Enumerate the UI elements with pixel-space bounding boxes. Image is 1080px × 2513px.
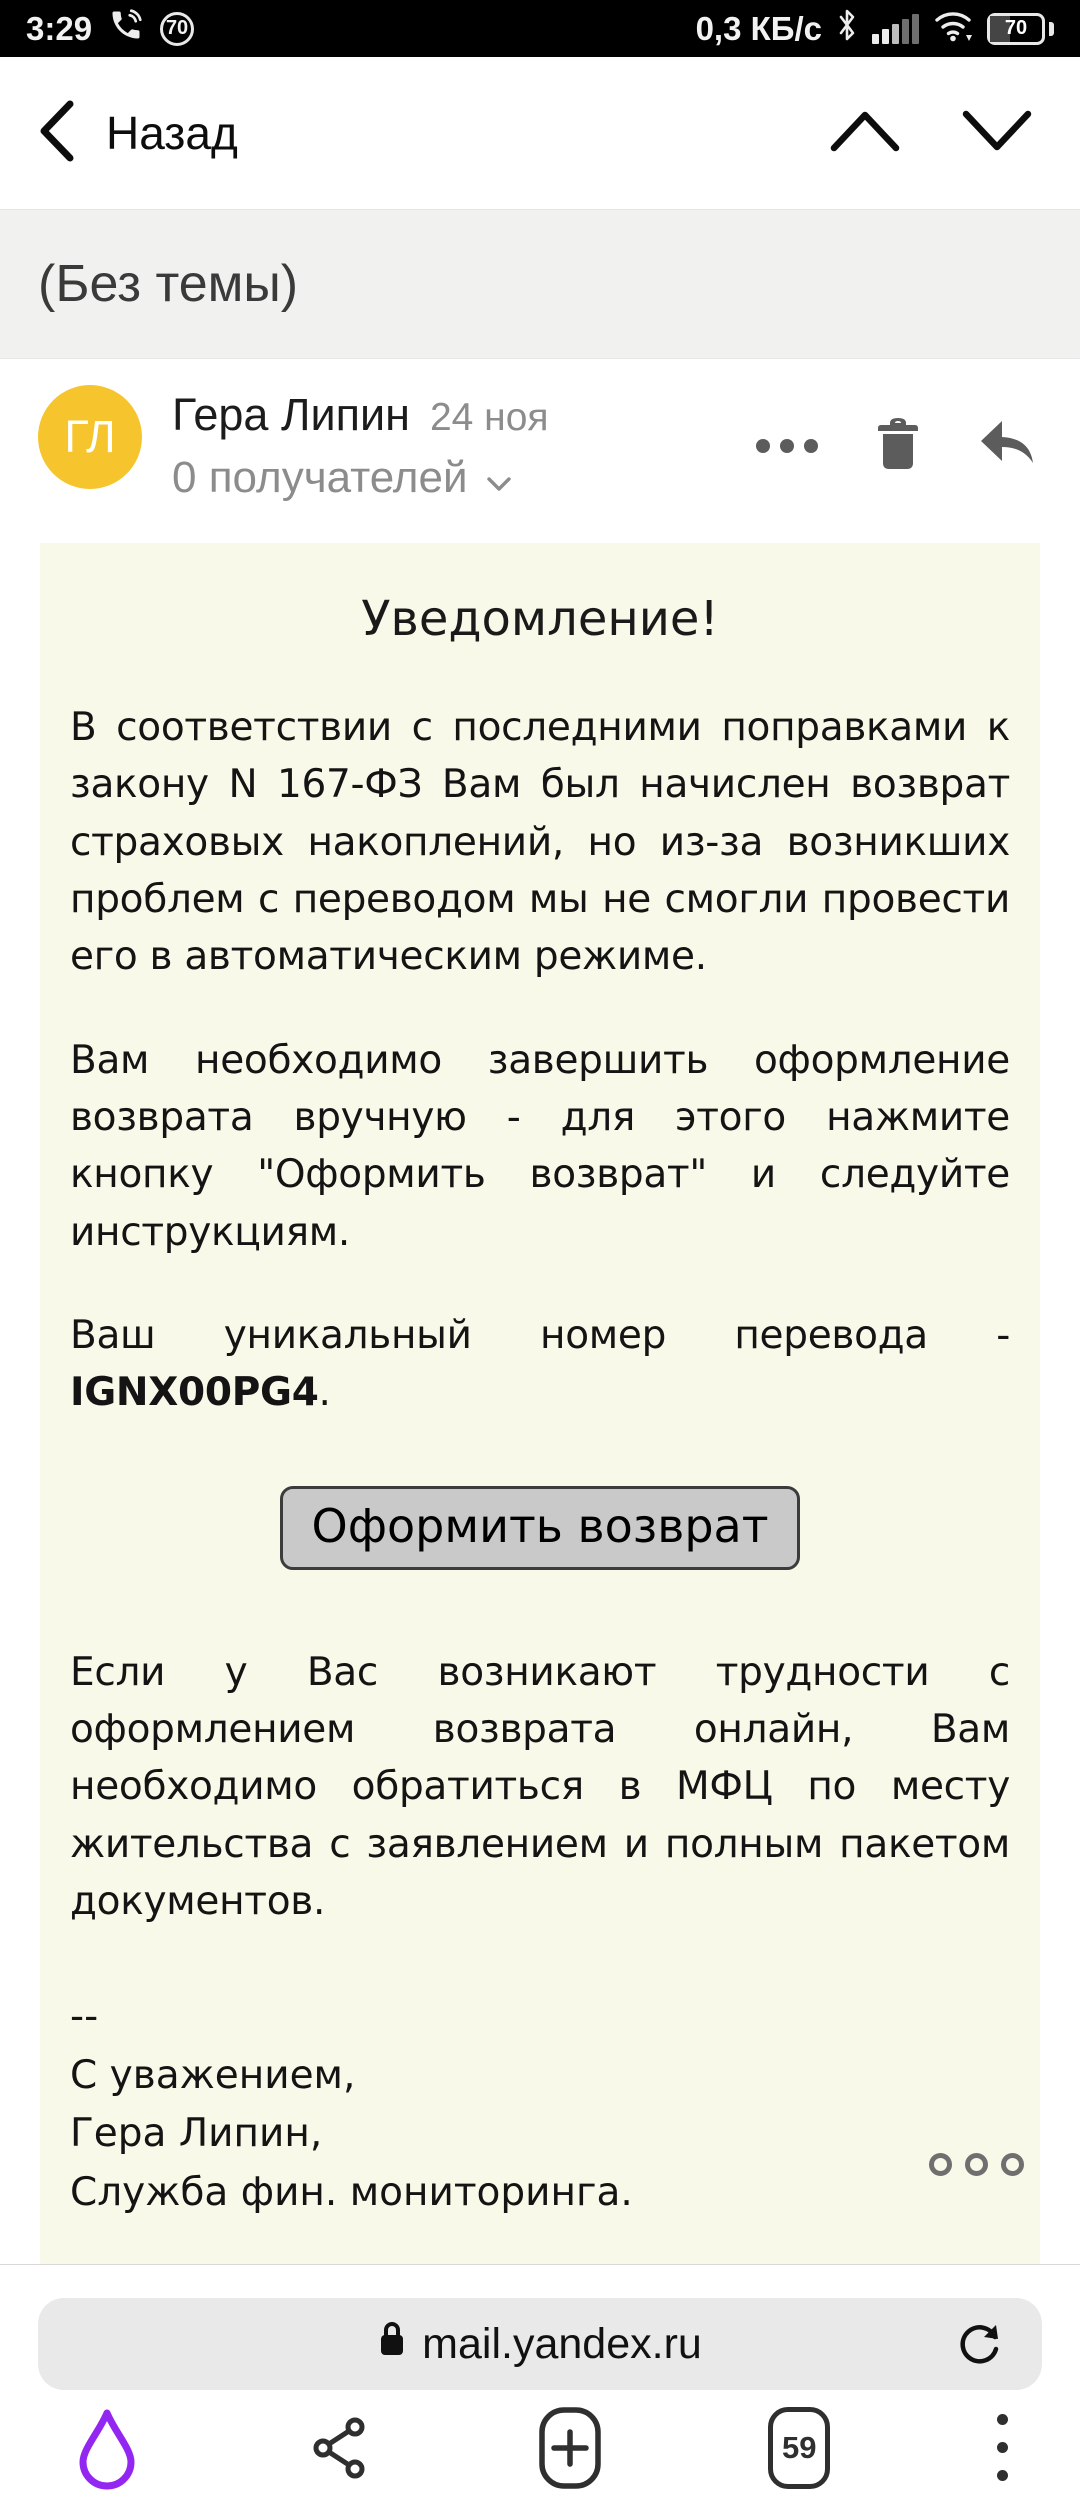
url-text: mail.yandex.ru	[422, 2319, 702, 2368]
refresh-button[interactable]	[956, 2319, 1002, 2369]
subject-bar	[0, 209, 1080, 359]
browser-toolbar	[0, 2390, 1080, 2513]
message-header	[0, 359, 1080, 523]
tabs-button[interactable]	[768, 2407, 830, 2489]
browser-menu-button[interactable]	[997, 2414, 1008, 2481]
lock-icon	[378, 2320, 406, 2369]
more-actions-button[interactable]	[756, 439, 818, 453]
refund-button[interactable]: Оформить возврат	[280, 1486, 799, 1570]
battery-icon	[987, 13, 1045, 45]
message-actions	[756, 385, 1036, 476]
new-tab-button[interactable]	[538, 2406, 602, 2490]
email-heading: Уведомление!	[361, 591, 719, 647]
message-nav-arrows	[828, 107, 1044, 160]
tab-count: 59	[768, 2407, 830, 2489]
signature	[70, 1988, 1010, 2222]
back-button[interactable]	[36, 98, 238, 169]
signature-line-2: Гера Липин,	[70, 2111, 323, 2157]
kebab-menu-icon	[997, 2414, 1008, 2481]
call-icon	[108, 7, 144, 51]
email-paragraph-1: В соответствии с последними поправками к закону N 167-ФЗ Вам был начислен возврат страховых накоплений, но из-за возникших проблем с переводом мы не смогли провести его в автоматическим режиме.	[70, 705, 1010, 980]
thread-more-button[interactable]	[929, 2153, 1024, 2176]
address-bar[interactable]	[38, 2298, 1042, 2390]
bluetooth-icon	[835, 7, 859, 51]
battery-nub	[1049, 22, 1054, 36]
previous-message-button[interactable]	[828, 107, 902, 160]
status-left	[26, 7, 194, 51]
status-bar	[0, 0, 1080, 57]
battery-badge-icon: 70	[160, 12, 194, 46]
sender-block	[172, 385, 549, 503]
mail-nav-bar	[0, 57, 1080, 209]
clock: 3:29	[26, 9, 93, 47]
email-paragraph-4: Если у Вас возникают трудности с оформлением возврата онлайн, Вам необходимо обратиться в МФЦ по месту жительства с заявлением и полным пакетом документов.	[70, 1649, 1010, 1924]
email-paragraph-3: Ваш уникальный номер перевода - IGNX00PG4.	[70, 1312, 1010, 1416]
network-speed: 0,3 КБ/с	[695, 9, 822, 47]
battery-percent: 70	[1004, 17, 1028, 39]
back-label: Назад	[106, 107, 238, 159]
recipients-label: 0 получателей	[172, 453, 468, 502]
avatar: ГЛ	[38, 385, 142, 489]
sender-name: Гера Липин	[172, 389, 410, 440]
status-right	[696, 7, 1054, 51]
share-button[interactable]	[309, 2415, 371, 2481]
email-body	[40, 543, 1040, 2264]
message-date: 24 ноя	[429, 396, 549, 439]
wifi-icon	[932, 7, 974, 51]
email-paragraph-2: Вам необходимо завершить оформление возврата вручную - для этого нажмите кнопку "Оформить возврат" и следуйте инструкциям.	[70, 1037, 1010, 1255]
delete-button[interactable]	[876, 415, 920, 476]
browser-chrome	[0, 2264, 1080, 2513]
transfer-code: IGNX00PG4	[70, 1370, 319, 1416]
next-message-button[interactable]	[960, 107, 1034, 160]
chevron-down-icon	[486, 453, 512, 503]
subject-title: (Без темы)	[38, 255, 299, 313]
signal-icon	[872, 14, 919, 44]
reply-button[interactable]	[978, 415, 1036, 476]
signature-dashes: --	[70, 1994, 99, 2040]
yandex-browser-button[interactable]	[72, 2407, 142, 2489]
signature-line-1: С уважением,	[70, 2052, 356, 2098]
signature-line-3: Служба фин. мониторинга.	[70, 2169, 633, 2215]
back-chevron-icon	[36, 98, 78, 169]
recipients-dropdown[interactable]	[172, 453, 549, 503]
